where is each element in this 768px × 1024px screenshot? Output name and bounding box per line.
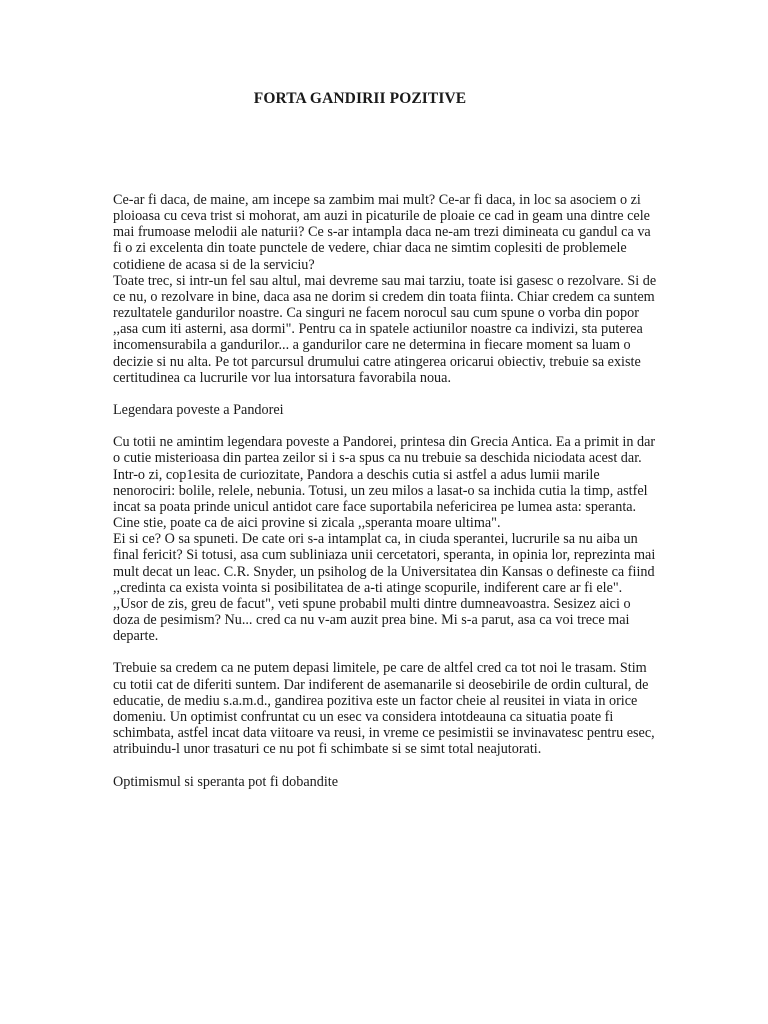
paragraph-ei-si-ce: Ei si ce? O sa spuneti. De cate ori s-a intamplat ca, in ciuda sperantei, lucrurile sa nu aiba un final fericit? Si totusi, asa cum subliniaza unii cercetatori, speranta, in opinia lor, reprezinta mai mult decat un leac. C.R. Snyder, un psiholog de la Universitatea din Kansas o defineste ca fiind ,,credinta ca exista vointa si posibilitatea de a-ti atinge scopurile, indiferent care ar fi ele". [113, 531, 656, 596]
document-body [113, 192, 658, 790]
paragraph-usor-de-zis: ,,Usor de zis, greu de facut", veti spune probabil multi dintre dumneavoastra. Sesizez aici o doza de pesimism? Nu... cred ca nu v-am auzit prea bine. Mi s-a parut, asa ca voi trece mai departe. [113, 595, 631, 645]
section-heading-optimismul: Optimismul si speranta pot fi dobandite [113, 773, 338, 790]
paragraph-spacer [113, 644, 658, 660]
paragraph-spacer [113, 757, 658, 773]
document-title: FORTA GANDIRII POZITIVE [253, 90, 467, 107]
paragraph-spacer [113, 386, 658, 402]
paragraph-intro: Ce-ar fi daca, de maine, am incepe sa zambim mai mult? Ce-ar fi daca, in loc sa asociem o zi ploioasa cu ceva trist si mohorat, am auzi in picaturile de ploaie ce cad in geam una dintre cele mai frumoase melodii ale naturii? Ce s-ar intampla daca ne-am trezi dimineata cu gandul ca va fi o zi excelenta din toate punctele de vedere, chiar daca ne simtim coplesiti de problemele cotidiene de acasa si de la serviciu? [113, 192, 651, 273]
paragraph-toate-trec: Toate trec, si intr-un fel sau altul, mai devreme sau mai tarziu, toate isi gasesc o rezolvare. Si de ce nu, o rezolvare in bine, daca asa ne dorim si credem din toata fiinta. Chiar credem ca suntem rezultatele gandurilor noastre. Ca singuri ne facem norocul sau cum spune o vorba din popor ,,asa cum iti asterni, asa dormi". Pentru ca in spatele actiunilor noastre ca indivizi, sta puterea incomensurabila a gandurilor... a gandurilor care ne determina in fiecare moment sa luam o decizie si nu alta. Pe tot parcursul drumului catre atingerea oricarui obiectiv, trebuie sa existe certitudinea ca lucrurile vor lua intorsatura favorabila noua. [113, 272, 657, 386]
paragraph-spacer [113, 418, 658, 434]
paragraph-limitele: Trebuie sa credem ca ne putem depasi limitele, pe care de altfel cred ca tot noi le trasam. Stim cu totii cat de diferiti suntem. Dar indiferent de asemanarile si deosebirile de ordin cultural, de educatie, de mediu s.a.m.d., gandirea pozitiva este un factor cheie al reusitei in viata in orice domeniu. Un optimist confruntat cu un esec va considera intotdeauna ca situatia poate fi schimbata, astfel incat data viitoare va reusi, in vreme ce pesimistii se invinavatesc pentru esec, atribuindu-l unor trasaturi ce nu pot fi schimbate si se simt total neajutorati. [113, 660, 655, 758]
paragraph-pandora-story: Cu totii ne amintim legendara poveste a Pandorei, printesa din Grecia Antica. Ea a primit in dar o cutie misterioasa din partea zeilor si i s-a spus ca nu trebuie sa deschida niciodata acest dar. Intr-o zi, cop1esita de curiozitate, Pandora a deschis cutia si astfel a adus lumii marile nenorociri: bolile, relele, nebunia. Totusi, un zeu milos a lasat-o sa inchida cutia la timp, astfel incat sa poata prinde unicul antidot care face suportabila nefericirea pe lumea asta: speranta. Cine stie, poate ca de aici provine si zicala ,,speranta moare ultima". [113, 434, 656, 532]
section-heading-pandora: Legendara poveste a Pandorei [113, 402, 284, 419]
